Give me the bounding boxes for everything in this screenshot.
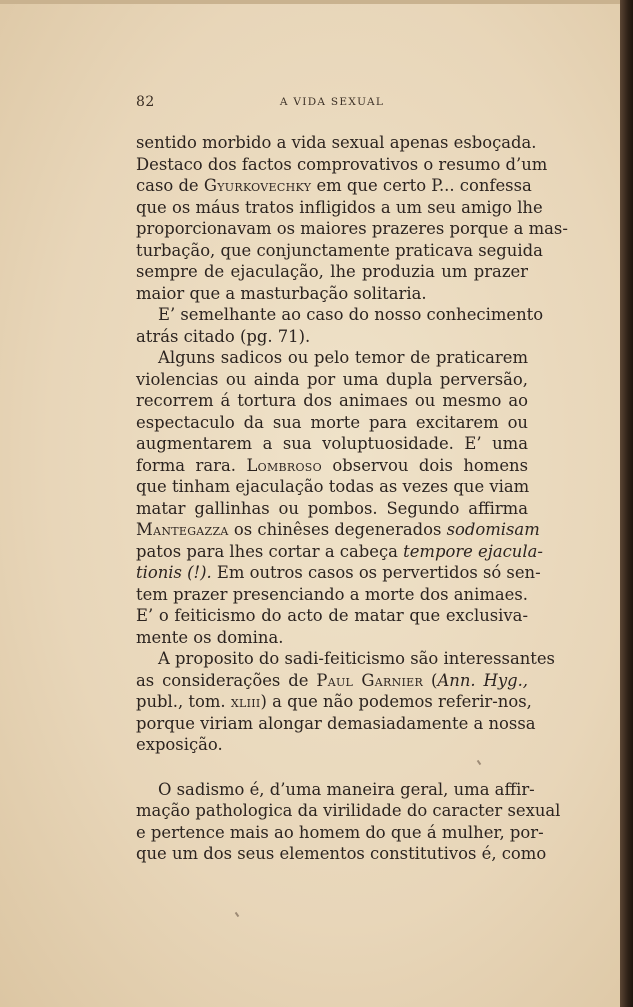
text-line: porque viriam alongar demasiadamente a nossa [136, 713, 536, 733]
text-line: violencias ou ainda por uma dupla perversão, [136, 369, 528, 389]
paragraph-5 [136, 779, 561, 865]
citation-title: Ann. Hyg., [437, 670, 528, 690]
body-text [136, 132, 568, 865]
running-head [136, 94, 528, 114]
text-line: sempre de ejaculação, lhe produzia um prazer [136, 262, 528, 281]
running-title: A VIDA SEXUAL [279, 96, 385, 108]
text-line: O sadismo é, d’uma maneira geral, uma affir- [158, 779, 535, 799]
text-line: A proposito do sadi-feiticismo são interessantes [158, 649, 555, 668]
author-name: Gyurkovechky [203, 176, 312, 195]
text-run: forma rara. [136, 455, 247, 475]
text-line: tem prazer presenciando a morte dos animaes. [136, 584, 528, 604]
text-line: sentido morbido a vida sexual apenas esboçada. [136, 133, 537, 152]
text-line: Destaco dos factos comprovativos o resumo d’um [136, 154, 548, 174]
paragraph-3 [136, 347, 543, 648]
text-run: publ., tom. [136, 692, 231, 711]
text-line: mente os domina. [136, 627, 284, 647]
text-line: Alguns sadicos ou pelo temor de praticarem [158, 348, 528, 367]
text-line: atrás citado (pg. 71). [136, 326, 311, 346]
page-top-edge [0, 0, 620, 4]
text-run: ( [423, 670, 438, 690]
italic-term: tempore ejacula- [403, 541, 543, 561]
paragraph-4 [136, 648, 555, 756]
author-name: Mantegazza [136, 520, 229, 539]
book-spine-edge [620, 0, 633, 1007]
section-break [136, 756, 528, 779]
text-run: em que certo P... confessa [311, 176, 532, 195]
text-run: ) a que não podemos referir-nos, [260, 692, 532, 711]
italic-term: sodomisam [446, 520, 540, 539]
text-line: que um dos seus elementos constitutivos é, como [136, 844, 547, 863]
text-line: maior que a masturbação solitaria. [136, 283, 427, 303]
text-line: mação pathologica da virilidade do caracter sexual [136, 801, 561, 820]
text-line: recorrem á tortura dos animaes ou mesmo ao [136, 391, 528, 410]
text-line: que tinham ejaculação todas as vezes que viam [136, 477, 530, 496]
text-line: e pertence mais ao homem do que á mulher, por- [136, 822, 544, 842]
text-line: que os máus tratos infligidos a um seu amigo lhe [136, 197, 543, 217]
paper-speck [235, 912, 240, 917]
text-line: exposição. [136, 735, 223, 754]
volume-number: xliii [230, 692, 261, 711]
text-line [136, 175, 532, 197]
text-line: E’ semelhante ao caso do nosso conhecimento [158, 305, 544, 324]
author-name: Lombroso [246, 455, 322, 475]
text-run: caso de [136, 176, 204, 195]
text-line: E’ o feiticismo do acto de matar que exclusiva- [136, 606, 528, 625]
text-run: patos para lhes cortar a cabeça [136, 541, 404, 561]
author-name: Paul Garnier [316, 670, 424, 690]
text-run: os chinêses degenerados [228, 520, 447, 539]
text-line: augmentarem a sua voluptuosidade. E’ uma [136, 434, 528, 453]
text-line [136, 519, 540, 541]
text-line [136, 541, 543, 563]
paragraph-2 [136, 304, 544, 347]
page-number: 82 [136, 94, 155, 110]
text-line [136, 691, 532, 713]
text-line: proporcionavam os maiores prazeres porque a mas- [136, 219, 568, 238]
italic-term: tionis (!). [136, 563, 212, 582]
text-line: turbação, que conjunctamente praticava seguida [136, 240, 543, 260]
text-run: Em outros casos os pervertidos só sen- [211, 563, 541, 582]
text-run: as considerações de [136, 670, 317, 690]
text-line [136, 670, 528, 692]
text-run: observou dois homens [321, 455, 528, 475]
text-line [136, 562, 541, 584]
text-line: matar gallinhas ou pombos. Segundo affirma [136, 498, 528, 518]
paragraph-1 [136, 132, 568, 304]
text-line [136, 455, 528, 477]
text-line: espectaculo da sua morte para excitarem ou [136, 412, 528, 432]
